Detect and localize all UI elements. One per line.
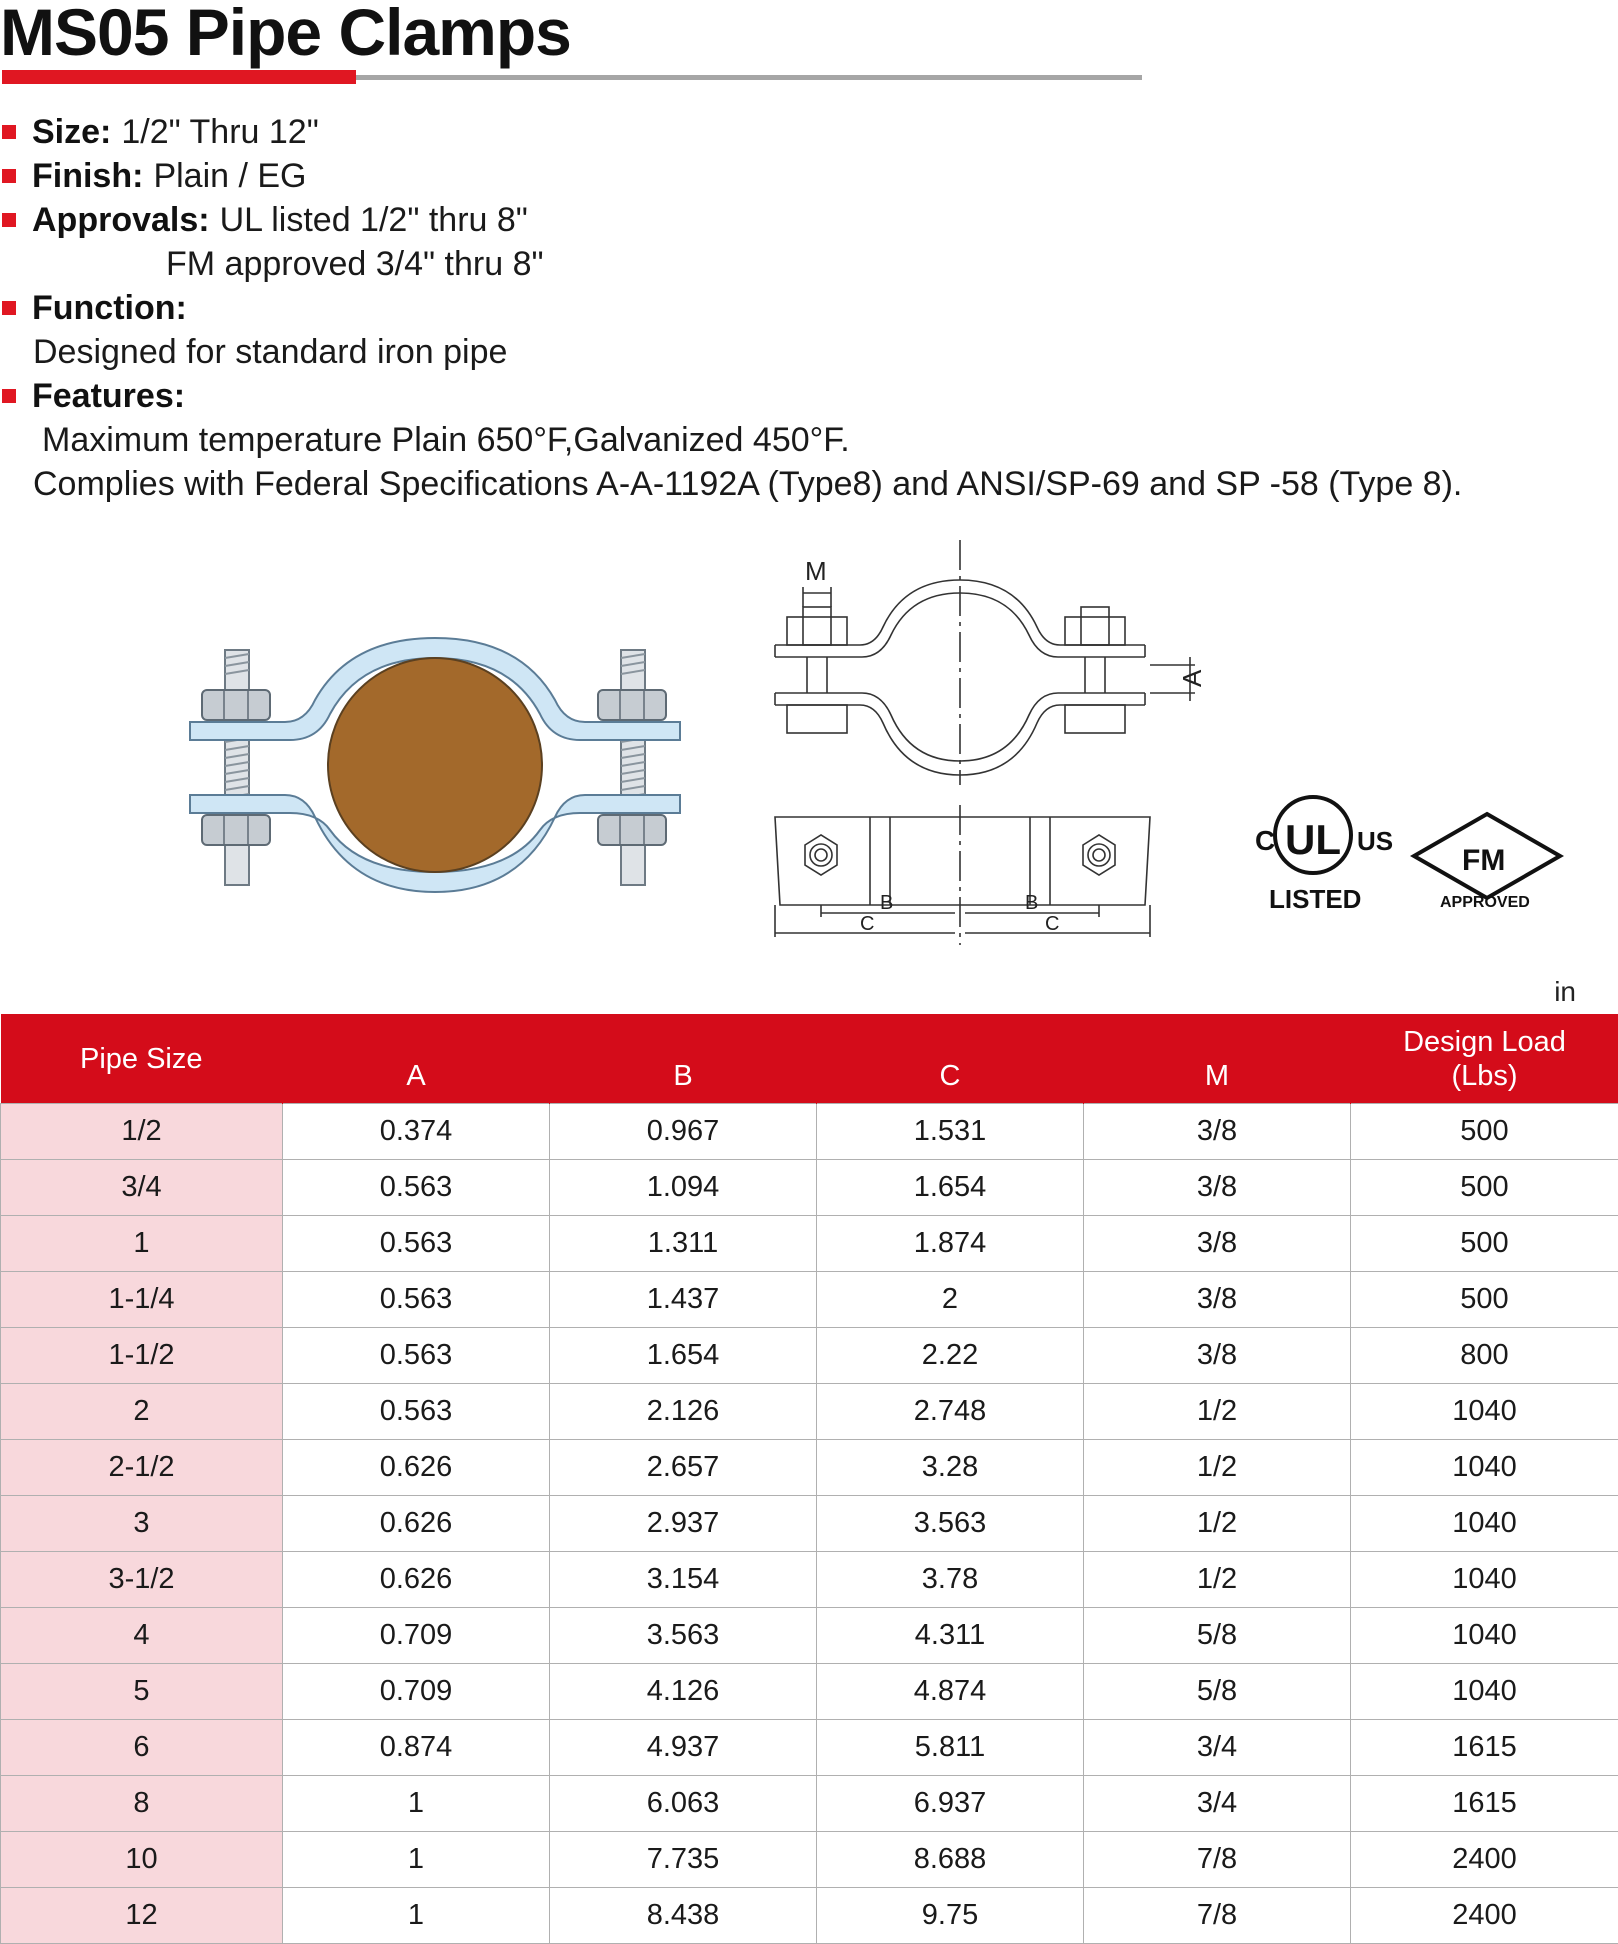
cell-pipe-size: 1-1/4 <box>1 1272 283 1328</box>
page-title: MS05 Pipe Clamps <box>0 0 571 70</box>
hex-nut-icon <box>598 690 666 720</box>
spec-features-line-1 <box>42 418 850 462</box>
table-row <box>1 1664 1618 1720</box>
cell-a: 1 <box>283 1832 550 1888</box>
dimension-drawing <box>765 535 1225 945</box>
cell-a: 0.626 <box>283 1496 550 1552</box>
spec-approvals-value-1: UL listed 1/2" thru 8" <box>220 201 528 239</box>
table-row <box>1 1888 1618 1944</box>
spec-approvals-label: Approvals: <box>32 201 210 239</box>
header-design-load-line-2: (Lbs) <box>1451 1060 1517 1092</box>
cell-c: 1.531 <box>817 1104 1084 1160</box>
cell-c: 4.874 <box>817 1664 1084 1720</box>
cell-pipe-size: 3-1/2 <box>1 1552 283 1608</box>
cell-b: 4.937 <box>550 1720 817 1776</box>
cell-c: 3.78 <box>817 1552 1084 1608</box>
cell-b: 1.311 <box>550 1216 817 1272</box>
cell-a: 1 <box>283 1776 550 1832</box>
cell-pipe-size: 1 <box>1 1216 283 1272</box>
ul-us-mark: US <box>1357 826 1393 856</box>
spec-approvals-line-2 <box>166 242 544 286</box>
cell-m: 7/8 <box>1084 1888 1351 1944</box>
cell-m: 5/8 <box>1084 1608 1351 1664</box>
table-row <box>1 1552 1618 1608</box>
cell-b: 1.094 <box>550 1160 817 1216</box>
cell-a: 0.563 <box>283 1160 550 1216</box>
cell-design-load: 800 <box>1351 1328 1618 1384</box>
cell-b: 8.438 <box>550 1888 817 1944</box>
cell-c: 3.28 <box>817 1440 1084 1496</box>
bullet-icon <box>2 389 16 403</box>
ul-listed-text: LISTED <box>1269 884 1361 914</box>
cell-b: 1.437 <box>550 1272 817 1328</box>
cell-a: 0.626 <box>283 1552 550 1608</box>
cell-m: 1/2 <box>1084 1384 1351 1440</box>
bullet-icon <box>2 169 16 183</box>
table-row <box>1 1608 1618 1664</box>
fm-approved-text: APPROVED <box>1440 894 1530 910</box>
hex-nut-icon <box>202 690 270 720</box>
cell-m: 5/8 <box>1084 1664 1351 1720</box>
spec-finish-label: Finish: <box>32 157 143 195</box>
title-underline <box>356 75 1142 80</box>
cell-b: 1.654 <box>550 1328 817 1384</box>
header-c: C <box>817 1014 1084 1104</box>
dimension-table <box>0 1014 1618 1944</box>
cell-pipe-size: 4 <box>1 1608 283 1664</box>
bullet-icon <box>2 213 16 227</box>
spec-function-label: Function: <box>32 289 187 327</box>
cell-m: 3/8 <box>1084 1160 1351 1216</box>
dimension-label-b-right: B <box>1025 892 1038 914</box>
table-row <box>1 1216 1618 1272</box>
cell-design-load: 2400 <box>1351 1888 1618 1944</box>
dimension-label-c-left: C <box>860 913 874 935</box>
cell-c: 4.311 <box>817 1608 1084 1664</box>
table-row <box>1 1440 1618 1496</box>
cell-pipe-size: 1-1/2 <box>1 1328 283 1384</box>
header-pipe-size: Pipe Size <box>1 1014 283 1104</box>
spec-features-line-2 <box>33 462 1462 506</box>
cell-m: 7/8 <box>1084 1832 1351 1888</box>
header-m: M <box>1084 1014 1351 1104</box>
spec-size-value: 1/2" Thru 12" <box>121 113 318 151</box>
cell-design-load: 1040 <box>1351 1552 1618 1608</box>
cell-pipe-size: 2-1/2 <box>1 1440 283 1496</box>
cell-c: 2.22 <box>817 1328 1084 1384</box>
cell-c: 8.688 <box>817 1832 1084 1888</box>
pipe-icon <box>328 658 542 872</box>
table-row <box>1 1272 1618 1328</box>
clamp-illustration <box>180 630 690 910</box>
cell-pipe-size: 10 <box>1 1832 283 1888</box>
table-row <box>1 1776 1618 1832</box>
cell-a: 0.374 <box>283 1104 550 1160</box>
table-row <box>1 1328 1618 1384</box>
cell-a: 0.709 <box>283 1608 550 1664</box>
cell-m: 3/4 <box>1084 1776 1351 1832</box>
spec-finish <box>0 154 307 198</box>
cell-a: 0.563 <box>283 1328 550 1384</box>
cell-pipe-size: 6 <box>1 1720 283 1776</box>
cell-m: 1/2 <box>1084 1440 1351 1496</box>
cell-m: 3/4 <box>1084 1720 1351 1776</box>
header-design-load-line-1: Design Load <box>1403 1026 1566 1058</box>
unit-label: in <box>1554 976 1576 1008</box>
header-design-load <box>1351 1014 1618 1104</box>
cell-b: 0.967 <box>550 1104 817 1160</box>
cell-b: 4.126 <box>550 1664 817 1720</box>
hex-nut-icon <box>202 815 270 845</box>
spec-approvals <box>0 198 528 242</box>
ul-c-mark: C <box>1255 825 1275 856</box>
cell-b: 2.657 <box>550 1440 817 1496</box>
cell-pipe-size: 5 <box>1 1664 283 1720</box>
header-a: A <box>283 1014 550 1104</box>
cell-c: 2 <box>817 1272 1084 1328</box>
cell-a: 0.563 <box>283 1384 550 1440</box>
cell-c: 1.654 <box>817 1160 1084 1216</box>
cell-a: 0.709 <box>283 1664 550 1720</box>
cell-design-load: 1040 <box>1351 1496 1618 1552</box>
cell-pipe-size: 3/4 <box>1 1160 283 1216</box>
table-row <box>1 1160 1618 1216</box>
cell-pipe-size: 8 <box>1 1776 283 1832</box>
cell-a: 0.874 <box>283 1720 550 1776</box>
cell-pipe-size: 3 <box>1 1496 283 1552</box>
cell-m: 3/8 <box>1084 1216 1351 1272</box>
spec-features-label: Features: <box>32 377 185 415</box>
header-b: B <box>550 1014 817 1104</box>
table-row <box>1 1384 1618 1440</box>
cell-design-load: 500 <box>1351 1272 1618 1328</box>
cell-c: 2.748 <box>817 1384 1084 1440</box>
cell-design-load: 1040 <box>1351 1664 1618 1720</box>
spec-features <box>0 374 195 418</box>
spec-approvals-value-2: FM approved 3/4" thru 8" <box>166 245 544 283</box>
spec-function-value: Designed for standard iron pipe <box>33 333 507 371</box>
cell-m: 1/2 <box>1084 1552 1351 1608</box>
cell-m: 1/2 <box>1084 1496 1351 1552</box>
spec-size-label: Size: <box>32 113 111 151</box>
cell-design-load: 500 <box>1351 1160 1618 1216</box>
cell-b: 7.735 <box>550 1832 817 1888</box>
cell-b: 3.563 <box>550 1608 817 1664</box>
cell-c: 1.874 <box>817 1216 1084 1272</box>
cell-a: 0.563 <box>283 1272 550 1328</box>
cell-design-load: 500 <box>1351 1216 1618 1272</box>
ul-listed-logo <box>1235 788 1405 918</box>
table-header-row <box>1 1014 1618 1104</box>
title-underline-accent <box>2 70 356 84</box>
spec-size <box>0 110 319 154</box>
spec-features-value-1: Maximum temperature Plain 650°F,Galvanized 450°F. <box>42 421 850 459</box>
threaded-rod-left <box>225 650 249 885</box>
cell-design-load: 1040 <box>1351 1608 1618 1664</box>
cell-design-load: 2400 <box>1351 1832 1618 1888</box>
fm-approved-logo <box>1410 810 1565 910</box>
cell-pipe-size: 1/2 <box>1 1104 283 1160</box>
cell-a: 1 <box>283 1888 550 1944</box>
cell-pipe-size: 2 <box>1 1384 283 1440</box>
table-row <box>1 1720 1618 1776</box>
bullet-icon <box>2 125 16 139</box>
threaded-rod-right <box>621 650 645 885</box>
cell-m: 3/8 <box>1084 1272 1351 1328</box>
table-row <box>1 1832 1618 1888</box>
hex-nut-icon <box>598 815 666 845</box>
cell-a: 0.626 <box>283 1440 550 1496</box>
cell-b: 6.063 <box>550 1776 817 1832</box>
bullet-icon <box>2 301 16 315</box>
cell-c: 6.937 <box>817 1776 1084 1832</box>
cell-design-load: 1615 <box>1351 1720 1618 1776</box>
dimension-label-b-left: B <box>880 892 893 914</box>
fm-mark: FM <box>1462 844 1505 877</box>
spec-function-line <box>33 330 507 374</box>
cell-b: 3.154 <box>550 1552 817 1608</box>
cell-c: 5.811 <box>817 1720 1084 1776</box>
cell-m: 3/8 <box>1084 1328 1351 1384</box>
spec-features-value-2: Complies with Federal Specifications A-A-1192A (Type8) and ANSI/SP-69 and SP -58 (Type 8). <box>33 465 1462 503</box>
cell-c: 9.75 <box>817 1888 1084 1944</box>
dimension-label-m: M <box>805 556 827 586</box>
cell-design-load: 500 <box>1351 1104 1618 1160</box>
cell-design-load: 1040 <box>1351 1384 1618 1440</box>
cell-c: 3.563 <box>817 1496 1084 1552</box>
cell-b: 2.126 <box>550 1384 817 1440</box>
cell-a: 0.563 <box>283 1216 550 1272</box>
dimension-label-c-right: C <box>1045 913 1059 935</box>
spec-finish-value: Plain / EG <box>153 157 306 195</box>
table-row <box>1 1104 1618 1160</box>
ul-mark: UL <box>1285 816 1341 863</box>
cell-design-load: 1040 <box>1351 1440 1618 1496</box>
spec-function <box>0 286 197 330</box>
cell-b: 2.937 <box>550 1496 817 1552</box>
cell-pipe-size: 12 <box>1 1888 283 1944</box>
cell-design-load: 1615 <box>1351 1776 1618 1832</box>
dimension-label-a: A <box>1177 669 1207 687</box>
table-row <box>1 1496 1618 1552</box>
cell-m: 3/8 <box>1084 1104 1351 1160</box>
